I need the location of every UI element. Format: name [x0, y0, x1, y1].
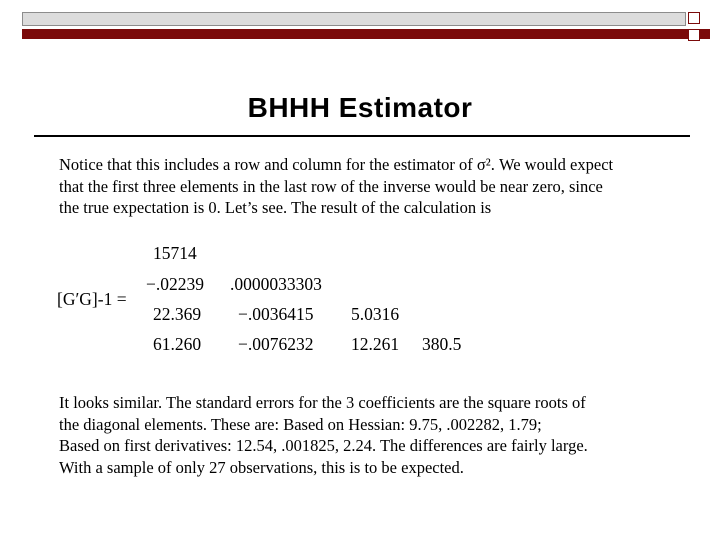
- matrix-cell: −.0036415: [238, 304, 314, 324]
- intro-line: Notice that this includes a row and column for the estimator of σ². We would expect: [59, 155, 614, 174]
- intro-line: the true expectation is 0. Let’s see. The result of the calculation is: [59, 198, 492, 217]
- matrix-cell: 22.369: [153, 304, 202, 324]
- matrix-cell: −.02239: [146, 274, 204, 294]
- matrix-cell: .0000033303: [230, 274, 322, 294]
- matrix-cell: 61.260: [153, 334, 202, 354]
- top-gray-band: [22, 12, 686, 26]
- top-red-band: [22, 29, 710, 39]
- intro-paragraph: [59, 154, 699, 219]
- matrix-cell: −.0076232: [238, 334, 314, 354]
- matrix-label: [G′G]-1 =: [57, 289, 127, 309]
- matrix-cell: 5.0316: [351, 304, 400, 324]
- conclusion-line: With a sample of only 27 observations, this is to be expected.: [59, 457, 464, 477]
- corner-square-upper: [688, 12, 700, 24]
- conclusion-line: It looks similar. The standard errors for the 3 coefficients are the square roots of: [59, 393, 586, 412]
- conclusion-line: Based on first derivatives: 12.54, .001825, 2.24. The differences are fairly large.: [59, 436, 588, 455]
- matrix-cell: 15714: [153, 243, 197, 263]
- top-decorative-bar: [22, 12, 710, 42]
- conclusion-line: the diagonal elements. These are: Based on Hessian: 9.75, .002282, 1.79;: [59, 414, 542, 434]
- title-divider: [34, 135, 690, 137]
- slide-title: BHHH Estimator: [247, 92, 473, 123]
- matrix-cell: 380.5: [422, 334, 462, 354]
- intro-line: that the first three elements in the last row of the inverse would be near zero, since: [59, 176, 603, 196]
- corner-square-lower: [688, 29, 700, 41]
- conclusion-paragraph: [59, 392, 699, 478]
- matrix-cell: 12.261: [351, 334, 400, 354]
